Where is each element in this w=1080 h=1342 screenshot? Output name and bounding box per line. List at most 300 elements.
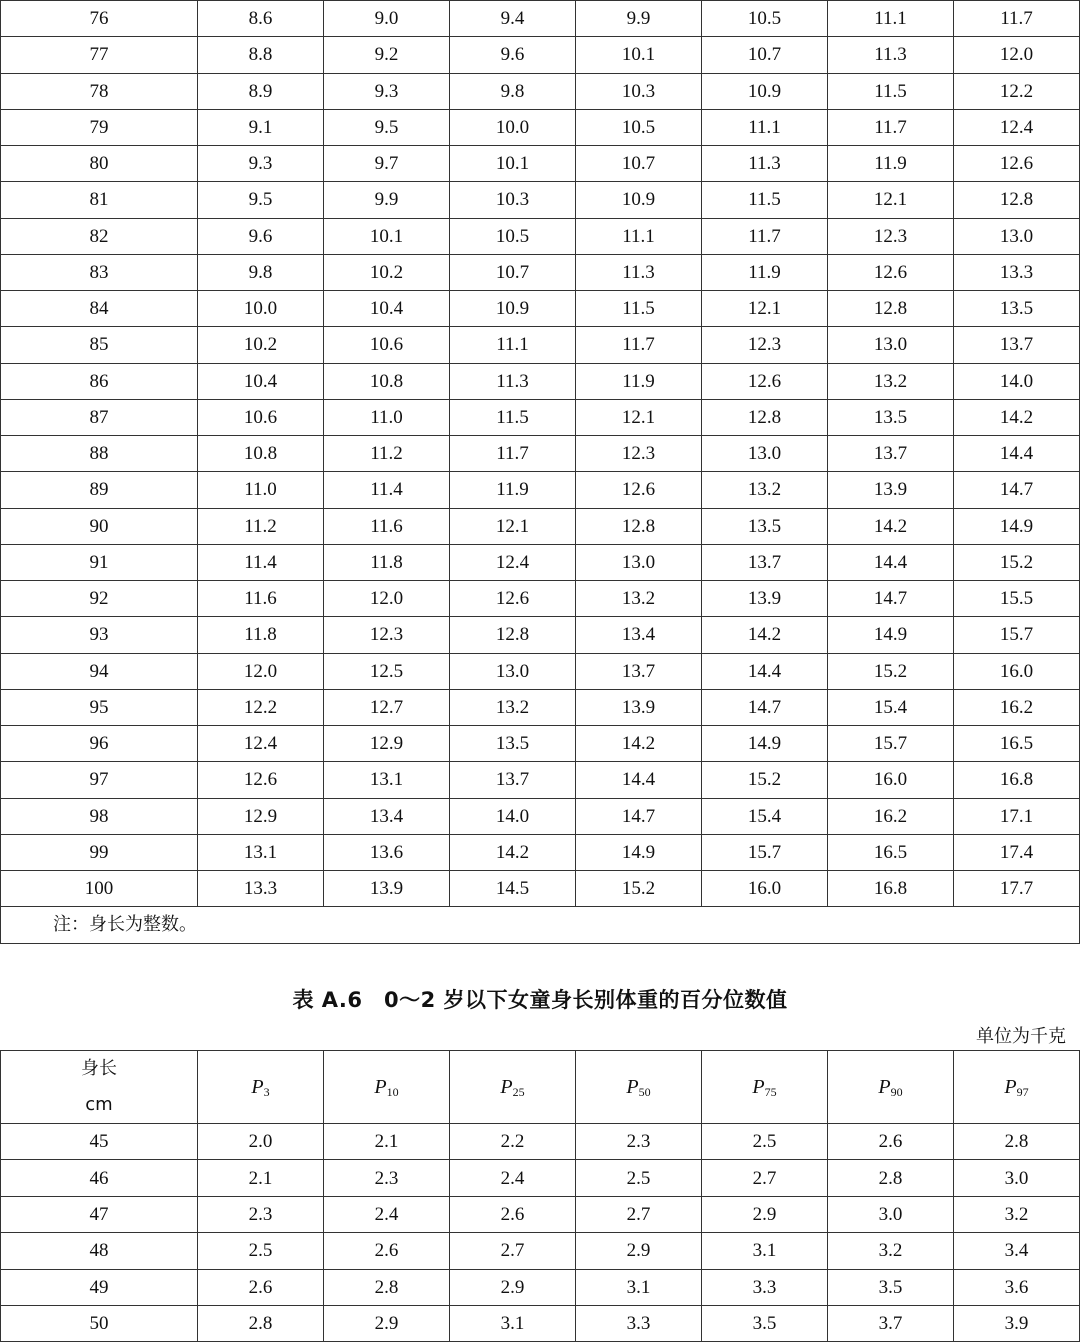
length-header-unit: cm xyxy=(85,1094,113,1115)
weight-cell: 2.8 xyxy=(198,1305,324,1341)
weight-cell: 8.9 xyxy=(198,73,324,109)
weight-cell: 10.9 xyxy=(576,182,702,218)
weight-cell: 2.0 xyxy=(198,1124,324,1160)
weight-cell: 3.9 xyxy=(954,1305,1080,1341)
weight-cell: 12.8 xyxy=(450,617,576,653)
weight-cell: 16.0 xyxy=(954,653,1080,689)
length-cell: 100 xyxy=(1,871,198,907)
weight-cell: 14.2 xyxy=(450,834,576,870)
weight-cell: 2.2 xyxy=(450,1124,576,1160)
weight-cell: 9.6 xyxy=(450,37,576,73)
table-row xyxy=(1,1160,1080,1196)
weight-cell: 11.5 xyxy=(576,291,702,327)
weight-cell: 13.3 xyxy=(954,254,1080,290)
table-row xyxy=(1,1124,1080,1160)
weight-cell: 2.8 xyxy=(828,1160,954,1196)
weight-cell: 10.3 xyxy=(450,182,576,218)
weight-cell: 3.0 xyxy=(828,1196,954,1232)
weight-cell: 12.6 xyxy=(450,581,576,617)
weight-cell: 16.8 xyxy=(954,762,1080,798)
weight-cell: 14.0 xyxy=(450,798,576,834)
weight-cell: 10.5 xyxy=(450,218,576,254)
weight-cell: 12.0 xyxy=(954,37,1080,73)
weight-cell: 16.5 xyxy=(954,726,1080,762)
length-cell: 95 xyxy=(1,689,198,725)
weight-cell: 12.1 xyxy=(576,399,702,435)
weight-cell: 11.1 xyxy=(576,218,702,254)
weight-cell: 16.0 xyxy=(702,871,828,907)
weight-cell: 10.4 xyxy=(324,291,450,327)
weight-cell: 2.6 xyxy=(828,1124,954,1160)
weight-cell: 12.3 xyxy=(828,218,954,254)
weight-cell: 8.8 xyxy=(198,37,324,73)
weight-cell: 12.6 xyxy=(702,363,828,399)
weight-cell: 11.3 xyxy=(450,363,576,399)
weight-cell: 10.0 xyxy=(450,109,576,145)
length-cell: 81 xyxy=(1,182,198,218)
percentile-symbol: P xyxy=(752,1075,765,1098)
weight-cell: 11.0 xyxy=(324,399,450,435)
weight-cell: 14.2 xyxy=(576,726,702,762)
table-row xyxy=(1,798,1080,834)
weight-cell: 2.1 xyxy=(198,1160,324,1196)
weight-cell: 14.4 xyxy=(576,762,702,798)
weight-cell: 13.7 xyxy=(450,762,576,798)
weight-cell: 13.5 xyxy=(450,726,576,762)
length-cell: 47 xyxy=(1,1196,198,1232)
weight-cell: 3.1 xyxy=(576,1269,702,1305)
weight-cell: 9.5 xyxy=(198,182,324,218)
length-cell: 84 xyxy=(1,291,198,327)
table-row xyxy=(1,218,1080,254)
weight-cell: 9.3 xyxy=(324,73,450,109)
weight-cell: 11.5 xyxy=(450,399,576,435)
weight-cell: 11.5 xyxy=(702,182,828,218)
weight-cell: 13.4 xyxy=(576,617,702,653)
weight-cell: 11.7 xyxy=(954,1,1080,37)
weight-cell: 9.0 xyxy=(324,1,450,37)
weight-cell: 12.3 xyxy=(702,327,828,363)
weight-cell: 11.7 xyxy=(576,327,702,363)
weight-cell: 10.4 xyxy=(198,363,324,399)
weight-cell: 12.0 xyxy=(198,653,324,689)
weight-cell: 12.6 xyxy=(576,472,702,508)
weight-cell: 11.4 xyxy=(324,472,450,508)
weight-cell: 11.8 xyxy=(324,544,450,580)
percentile-subscript: 90 xyxy=(890,1084,903,1099)
weight-cell: 11.4 xyxy=(198,544,324,580)
weight-cell: 10.5 xyxy=(702,1,828,37)
weight-cell: 12.1 xyxy=(450,508,576,544)
weight-cell: 2.9 xyxy=(324,1305,450,1341)
weight-cell: 13.9 xyxy=(324,871,450,907)
weight-cell: 10.5 xyxy=(576,109,702,145)
weight-cell: 14.7 xyxy=(954,472,1080,508)
weight-cell: 3.1 xyxy=(450,1305,576,1341)
weight-cell: 2.6 xyxy=(198,1269,324,1305)
weight-cell: 12.0 xyxy=(324,581,450,617)
table-row xyxy=(1,834,1080,870)
weight-cell: 2.5 xyxy=(702,1124,828,1160)
table-row xyxy=(1,363,1080,399)
percentile-symbol: P xyxy=(1004,1075,1017,1098)
length-header-label: 身长 xyxy=(81,1058,117,1079)
weight-cell: 15.5 xyxy=(954,581,1080,617)
weight-cell: 10.7 xyxy=(576,146,702,182)
weight-cell: 15.4 xyxy=(828,689,954,725)
weight-cell: 3.2 xyxy=(954,1196,1080,1232)
weight-cell: 11.7 xyxy=(702,218,828,254)
weight-cell: 14.7 xyxy=(576,798,702,834)
weight-cell: 2.4 xyxy=(450,1160,576,1196)
length-cell: 49 xyxy=(1,1269,198,1305)
weight-cell: 2.3 xyxy=(576,1124,702,1160)
weight-cell: 11.7 xyxy=(450,436,576,472)
length-cell: 86 xyxy=(1,363,198,399)
weight-cell: 13.0 xyxy=(954,218,1080,254)
table-row xyxy=(1,399,1080,435)
weight-cell: 14.9 xyxy=(954,508,1080,544)
length-cell: 82 xyxy=(1,218,198,254)
weight-cell: 12.6 xyxy=(828,254,954,290)
weight-cell: 17.7 xyxy=(954,871,1080,907)
weight-cell: 10.7 xyxy=(702,37,828,73)
table-row xyxy=(1,327,1080,363)
length-cell: 46 xyxy=(1,1160,198,1196)
percentile-header-p90 xyxy=(828,1051,954,1124)
weight-cell: 12.8 xyxy=(828,291,954,327)
percentile-subscript: 97 xyxy=(1016,1084,1029,1099)
weight-cell: 13.9 xyxy=(576,689,702,725)
weight-cell: 9.9 xyxy=(324,182,450,218)
weight-cell: 3.1 xyxy=(702,1233,828,1269)
weight-cell: 11.7 xyxy=(828,109,954,145)
weight-cell: 14.7 xyxy=(702,689,828,725)
weight-cell: 13.1 xyxy=(324,762,450,798)
weight-cell: 14.2 xyxy=(954,399,1080,435)
length-cell: 83 xyxy=(1,254,198,290)
table-row xyxy=(1,109,1080,145)
length-cell: 78 xyxy=(1,73,198,109)
weight-cell: 9.5 xyxy=(324,109,450,145)
length-cell: 88 xyxy=(1,436,198,472)
table-row xyxy=(1,689,1080,725)
length-cell: 97 xyxy=(1,762,198,798)
weight-cell: 16.0 xyxy=(828,762,954,798)
percentile-header-p25 xyxy=(450,1051,576,1124)
weight-cell: 14.2 xyxy=(828,508,954,544)
length-cell: 90 xyxy=(1,508,198,544)
weight-cell: 15.2 xyxy=(828,653,954,689)
length-cell: 99 xyxy=(1,834,198,870)
weight-cell: 10.7 xyxy=(450,254,576,290)
weight-cell: 3.4 xyxy=(954,1233,1080,1269)
weight-cell: 13.5 xyxy=(954,291,1080,327)
weight-cell: 11.9 xyxy=(828,146,954,182)
weight-cell: 10.2 xyxy=(198,327,324,363)
weight-cell: 12.9 xyxy=(324,726,450,762)
weight-cell: 10.9 xyxy=(702,73,828,109)
weight-cell: 11.3 xyxy=(828,37,954,73)
length-cell: 91 xyxy=(1,544,198,580)
length-cell: 89 xyxy=(1,472,198,508)
length-cell: 48 xyxy=(1,1233,198,1269)
weight-cell: 14.4 xyxy=(702,653,828,689)
weight-cell: 11.9 xyxy=(576,363,702,399)
weight-cell: 3.7 xyxy=(828,1305,954,1341)
weight-cell: 13.7 xyxy=(576,653,702,689)
weight-cell: 12.7 xyxy=(324,689,450,725)
percentile-symbol: P xyxy=(251,1075,264,1098)
weight-cell: 15.7 xyxy=(702,834,828,870)
weight-cell: 13.9 xyxy=(702,581,828,617)
table-row xyxy=(1,436,1080,472)
percentile-header-p50 xyxy=(576,1051,702,1124)
percentile-header-p75 xyxy=(702,1051,828,1124)
weight-cell: 14.5 xyxy=(450,871,576,907)
weight-cell: 13.6 xyxy=(324,834,450,870)
length-cell: 77 xyxy=(1,37,198,73)
weight-cell: 13.7 xyxy=(702,544,828,580)
table-row xyxy=(1,1233,1080,1269)
weight-cell: 10.0 xyxy=(198,291,324,327)
length-cell: 45 xyxy=(1,1124,198,1160)
weight-cell: 12.3 xyxy=(576,436,702,472)
percentile-subscript: 3 xyxy=(263,1084,270,1099)
weight-cell: 10.1 xyxy=(324,218,450,254)
weight-cell: 2.9 xyxy=(702,1196,828,1232)
weight-cell: 3.5 xyxy=(702,1305,828,1341)
weight-cell: 9.7 xyxy=(324,146,450,182)
weight-cell: 13.0 xyxy=(450,653,576,689)
weight-cell: 11.6 xyxy=(198,581,324,617)
weight-cell: 13.7 xyxy=(828,436,954,472)
length-cell: 50 xyxy=(1,1305,198,1341)
weight-cell: 16.5 xyxy=(828,834,954,870)
weight-cell: 12.8 xyxy=(702,399,828,435)
weight-cell: 2.6 xyxy=(324,1233,450,1269)
weight-cell: 2.7 xyxy=(576,1196,702,1232)
table-row xyxy=(1,146,1080,182)
weight-cell: 2.3 xyxy=(324,1160,450,1196)
weight-cell: 10.8 xyxy=(324,363,450,399)
weight-cell: 13.4 xyxy=(324,798,450,834)
weight-cell: 15.2 xyxy=(954,544,1080,580)
weight-cell: 10.1 xyxy=(450,146,576,182)
table-row xyxy=(1,762,1080,798)
weight-cell: 9.6 xyxy=(198,218,324,254)
weight-cell: 13.7 xyxy=(954,327,1080,363)
weight-cell: 13.0 xyxy=(828,327,954,363)
weight-cell: 12.6 xyxy=(198,762,324,798)
percentile-subscript: 75 xyxy=(764,1084,777,1099)
weight-cell: 12.8 xyxy=(576,508,702,544)
weight-cell: 2.9 xyxy=(450,1269,576,1305)
table-row xyxy=(1,653,1080,689)
weight-cell: 16.8 xyxy=(828,871,954,907)
weight-cell: 9.4 xyxy=(450,1,576,37)
weight-cell: 10.6 xyxy=(198,399,324,435)
weight-cell: 12.3 xyxy=(324,617,450,653)
weight-cell: 9.8 xyxy=(198,254,324,290)
weight-cell: 9.2 xyxy=(324,37,450,73)
weight-cell: 2.3 xyxy=(198,1196,324,1232)
weight-cell: 2.8 xyxy=(954,1124,1080,1160)
percentile-header-p10 xyxy=(324,1051,450,1124)
length-cell: 94 xyxy=(1,653,198,689)
percentile-symbol: P xyxy=(626,1075,639,1098)
percentile-subscript: 10 xyxy=(386,1084,399,1099)
weight-cell: 14.9 xyxy=(828,617,954,653)
weight-cell: 12.1 xyxy=(702,291,828,327)
weight-cell: 10.3 xyxy=(576,73,702,109)
table-row xyxy=(1,617,1080,653)
percentile-subscript: 25 xyxy=(512,1084,525,1099)
weight-cell: 12.5 xyxy=(324,653,450,689)
table-title: 表 A.6 0～2 岁以下女童身长别体重的百分位数值 xyxy=(292,988,788,1012)
weight-cell: 15.7 xyxy=(954,617,1080,653)
table-row xyxy=(1,1269,1080,1305)
weight-cell: 2.6 xyxy=(450,1196,576,1232)
table-row xyxy=(1,73,1080,109)
weight-cell: 12.4 xyxy=(198,726,324,762)
weight-cell: 13.5 xyxy=(702,508,828,544)
weight-cell: 9.3 xyxy=(198,146,324,182)
weight-cell: 2.5 xyxy=(576,1160,702,1196)
weight-cell: 15.2 xyxy=(702,762,828,798)
weight-cell: 3.5 xyxy=(828,1269,954,1305)
weight-cell: 14.0 xyxy=(954,363,1080,399)
weight-cell: 3.6 xyxy=(954,1269,1080,1305)
length-cell: 79 xyxy=(1,109,198,145)
length-cell: 93 xyxy=(1,617,198,653)
bottom-table-body xyxy=(1,1124,1080,1342)
weight-cell: 11.8 xyxy=(198,617,324,653)
top-table-body xyxy=(1,1,1080,944)
weight-cell: 11.2 xyxy=(198,508,324,544)
weight-cell: 11.0 xyxy=(198,472,324,508)
weight-cell: 2.7 xyxy=(702,1160,828,1196)
weight-cell: 2.8 xyxy=(324,1269,450,1305)
weight-cell: 10.6 xyxy=(324,327,450,363)
weight-cell: 3.3 xyxy=(576,1305,702,1341)
weight-cell: 14.9 xyxy=(702,726,828,762)
length-cell: 87 xyxy=(1,399,198,435)
weight-cell: 13.3 xyxy=(198,871,324,907)
weight-cell: 14.2 xyxy=(702,617,828,653)
weight-cell: 10.1 xyxy=(576,37,702,73)
weight-cell: 2.5 xyxy=(198,1233,324,1269)
weight-cell: 3.3 xyxy=(702,1269,828,1305)
weight-cell: 17.1 xyxy=(954,798,1080,834)
length-cell: 92 xyxy=(1,581,198,617)
weight-cell: 2.9 xyxy=(576,1233,702,1269)
weight-cell: 15.2 xyxy=(576,871,702,907)
table-row xyxy=(1,37,1080,73)
weight-cell: 13.0 xyxy=(702,436,828,472)
weight-cell: 9.8 xyxy=(450,73,576,109)
percentile-header-p97 xyxy=(954,1051,1080,1124)
weight-cell: 12.1 xyxy=(828,182,954,218)
weight-cell: 11.6 xyxy=(324,508,450,544)
weight-cell: 16.2 xyxy=(954,689,1080,725)
weight-cell: 10.9 xyxy=(450,291,576,327)
table-note: 注：身长为整数。 xyxy=(1,907,1080,943)
weight-cell: 13.5 xyxy=(828,399,954,435)
weight-cell: 11.2 xyxy=(324,436,450,472)
table-row xyxy=(1,472,1080,508)
weight-cell: 12.2 xyxy=(198,689,324,725)
weight-cell: 16.2 xyxy=(828,798,954,834)
table-row xyxy=(1,544,1080,580)
weight-cell: 11.3 xyxy=(576,254,702,290)
weight-cell: 13.2 xyxy=(702,472,828,508)
weight-cell: 13.2 xyxy=(576,581,702,617)
weight-cell: 14.4 xyxy=(954,436,1080,472)
weight-cell: 13.0 xyxy=(576,544,702,580)
weight-cell: 8.6 xyxy=(198,1,324,37)
table-row xyxy=(1,726,1080,762)
weight-cell: 11.1 xyxy=(702,109,828,145)
weight-cell: 2.4 xyxy=(324,1196,450,1232)
table-row xyxy=(1,1196,1080,1232)
table-row xyxy=(1,1305,1080,1341)
weight-cell: 12.8 xyxy=(954,182,1080,218)
weight-cell: 12.6 xyxy=(954,146,1080,182)
weight-cell: 15.7 xyxy=(828,726,954,762)
length-cell: 98 xyxy=(1,798,198,834)
length-cell: 80 xyxy=(1,146,198,182)
unit-label: 单位为千克 xyxy=(976,1026,1066,1047)
weight-cell: 14.4 xyxy=(828,544,954,580)
weight-cell: 9.9 xyxy=(576,1,702,37)
weight-cell: 12.9 xyxy=(198,798,324,834)
table-row xyxy=(1,1,1080,37)
length-cell: 96 xyxy=(1,726,198,762)
weight-cell: 10.2 xyxy=(324,254,450,290)
weight-cell: 3.0 xyxy=(954,1160,1080,1196)
girls-weight-for-length-table xyxy=(0,1050,1080,1342)
weight-cell: 3.2 xyxy=(828,1233,954,1269)
table-row xyxy=(1,291,1080,327)
length-cell: 85 xyxy=(1,327,198,363)
percentile-symbol: P xyxy=(500,1075,513,1098)
percentile-header-p3 xyxy=(198,1051,324,1124)
weight-cell: 13.1 xyxy=(198,834,324,870)
weight-cell: 11.3 xyxy=(702,146,828,182)
length-cell: 76 xyxy=(1,1,198,37)
weight-cell: 15.4 xyxy=(702,798,828,834)
weight-cell: 12.4 xyxy=(954,109,1080,145)
weight-cell: 9.1 xyxy=(198,109,324,145)
table-header-row xyxy=(1,1051,1080,1124)
table-row xyxy=(1,254,1080,290)
weight-cell: 13.2 xyxy=(828,363,954,399)
weight-cell: 11.9 xyxy=(702,254,828,290)
weight-cell: 12.4 xyxy=(450,544,576,580)
percentile-symbol: P xyxy=(878,1075,891,1098)
weight-cell: 17.4 xyxy=(954,834,1080,870)
table-row xyxy=(1,508,1080,544)
weight-cell: 14.9 xyxy=(576,834,702,870)
percentile-symbol: P xyxy=(374,1075,387,1098)
table-row xyxy=(1,182,1080,218)
weight-cell: 13.9 xyxy=(828,472,954,508)
weight-cell: 11.5 xyxy=(828,73,954,109)
weight-cell: 12.2 xyxy=(954,73,1080,109)
weight-cell: 14.7 xyxy=(828,581,954,617)
weight-cell: 2.1 xyxy=(324,1124,450,1160)
